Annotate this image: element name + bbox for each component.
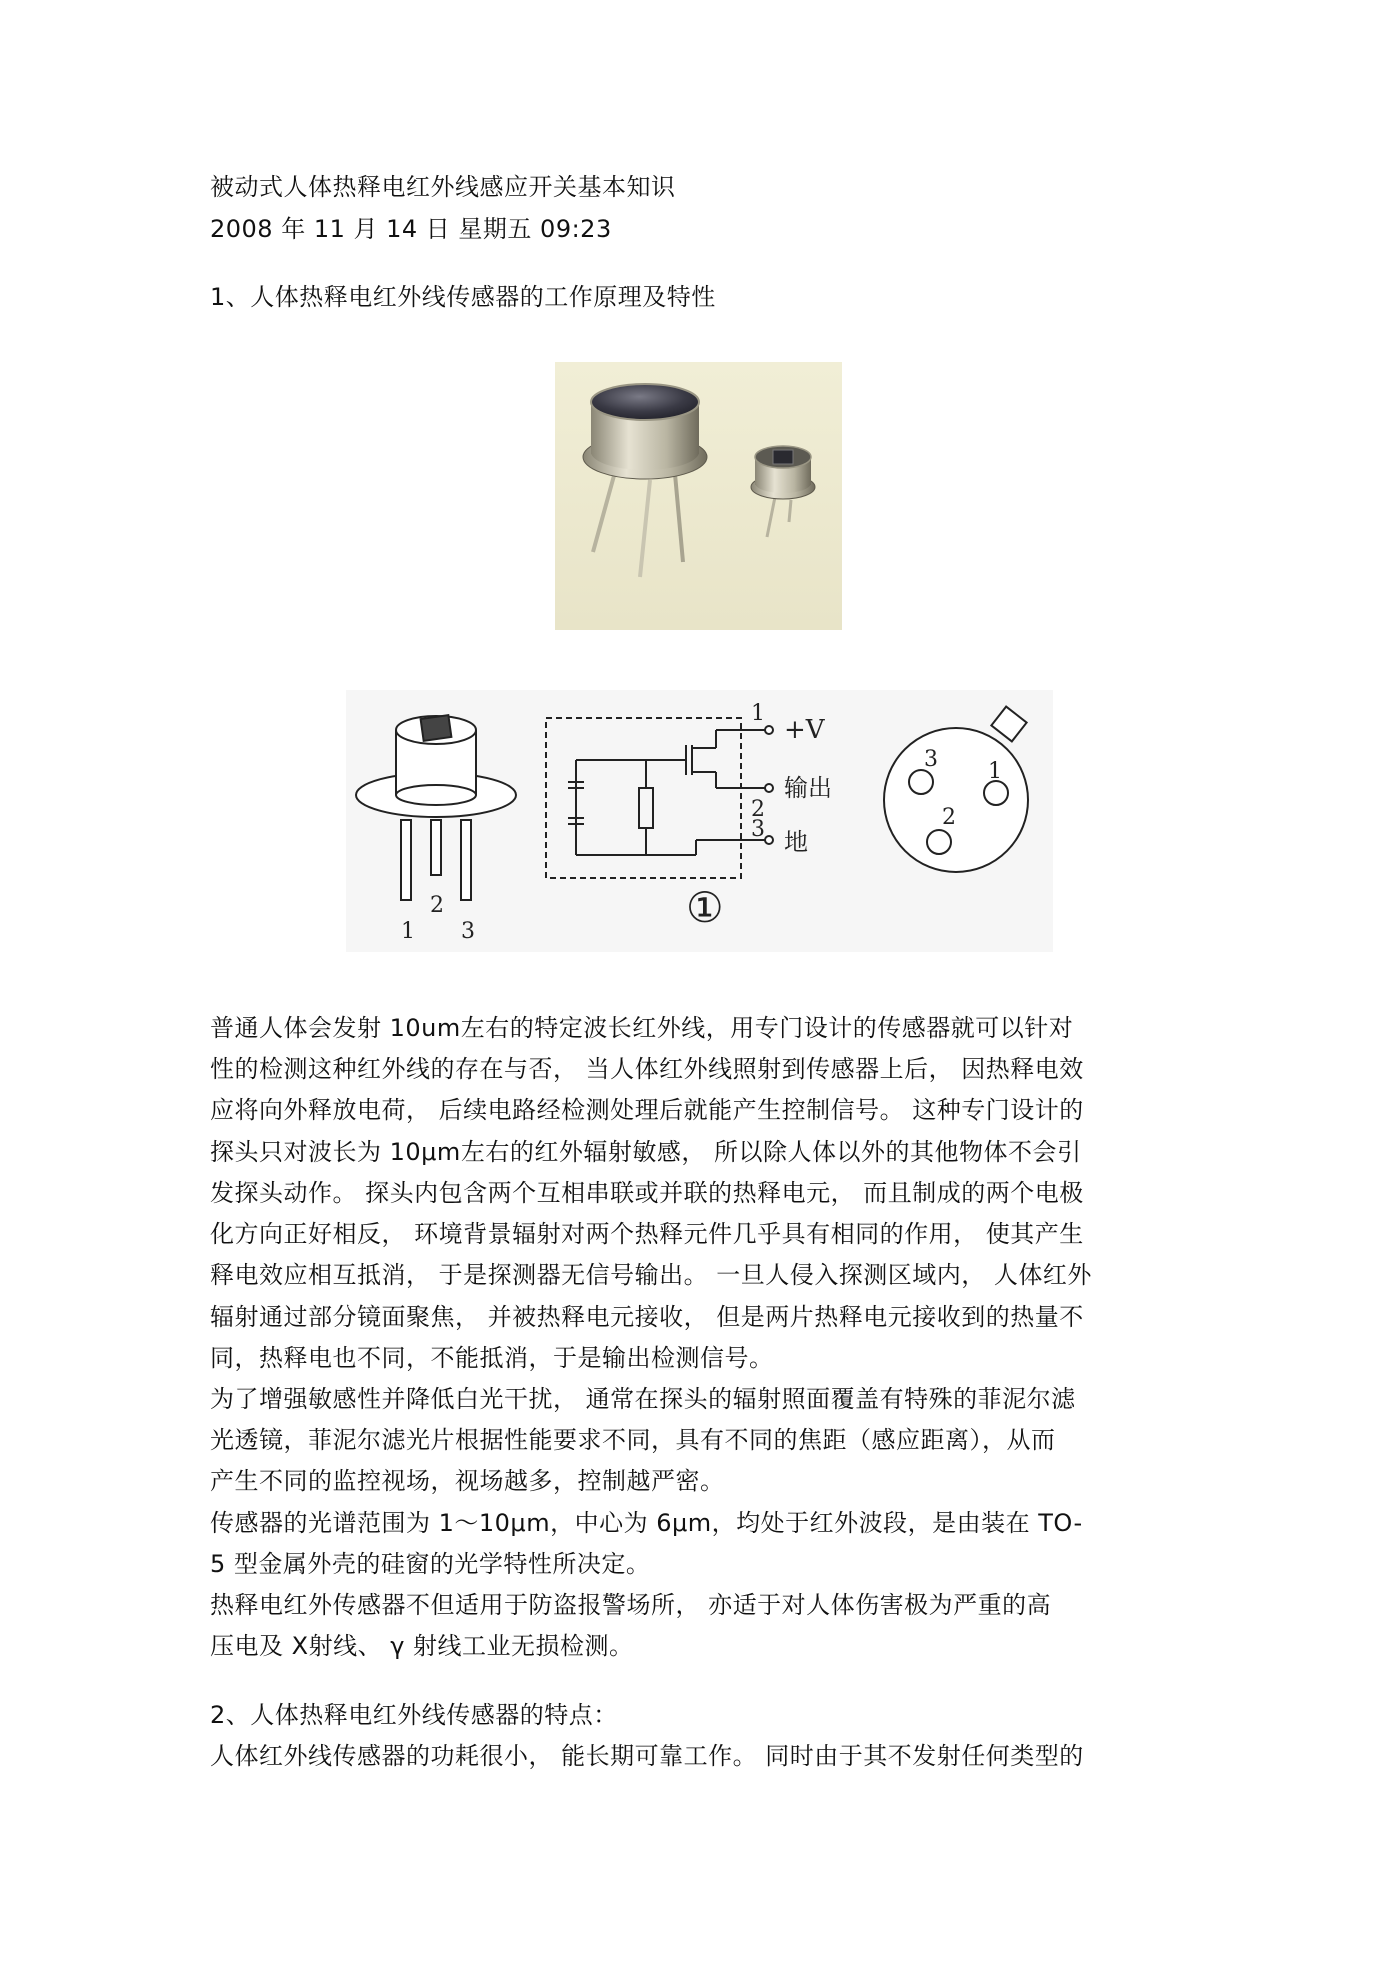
body-line-11: 光透镜，菲泥尔滤光片根据性能要求不同，具有不同的焦距（感应距离），从而: [210, 1426, 1056, 1454]
body-line-10: 为了增强敏感性并降低白光干扰， 通常在探头的辐射照面覆盖有特殊的菲泥尔滤: [210, 1385, 1076, 1413]
ground-label: 地: [784, 828, 808, 856]
body-line-5: 发探头动作。 探头内包含两个互相串联或并联的热释电元， 而且制成的两个电极: [210, 1179, 1084, 1207]
body-line-15: 热释电红外传感器不但适用于防盗报警场所， 亦适于对人体伤害极为严重的高: [210, 1591, 1052, 1619]
doc-date: 2008 年 11 月 14 日 星期五 09:23: [210, 215, 612, 243]
body-line-13: 传感器的光谱范围为 1～10μm，中心为 6μm，均处于红外波段，是由装在 TO-: [210, 1509, 1083, 1537]
body-line-8: 辐射通过部分镜面聚焦， 并被热释电元接收， 但是两片热释电元接收到的热量不: [210, 1303, 1084, 1331]
body-line-1: 普通人体会发射 10um左右的特定波长红外线，用专门设计的传感器就可以针对: [210, 1014, 1074, 1042]
bottom-pin-1-label: 1: [988, 759, 1002, 784]
body-line-4: 探头只对波长为 10μm左右的红外辐射敏感， 所以除人体以外的其他物体不会引: [210, 1138, 1082, 1166]
output-label: 输出: [784, 774, 832, 802]
body-line-6: 化方向正好相反， 环境背景辐射对两个热释元件几乎具有相同的作用， 使其产生: [210, 1220, 1084, 1248]
body-line-last: 人体红外线传感器的功耗很小， 能长期可靠工作。 同时由于其不发射任何类型的: [210, 1742, 1084, 1770]
sensor-circuit-diagram: [346, 690, 1053, 952]
body-line-9: 同，热释电也不同，不能抵消，于是输出检测信号。: [210, 1344, 774, 1372]
body-line-16: 压电及 X射线、 γ 射线工业无损检测。: [210, 1632, 634, 1660]
section1-heading: 1、人体热释电红外线传感器的工作原理及特性: [210, 283, 716, 311]
sensor-photo: [555, 362, 842, 630]
bottom-pin-2-label: 2: [942, 805, 956, 830]
body-line-3: 应将向外释放电荷， 后续电路经检测处理后就能产生控制信号。 这种专门设计的: [210, 1096, 1084, 1124]
pin-2-label: 2: [430, 893, 444, 918]
circuit-pin-1-label: 1: [751, 701, 765, 726]
body-line-14: 5 型金属外壳的硅窗的光学特性所决定。: [210, 1550, 651, 1578]
bottom-pin-3-label: 3: [924, 747, 938, 772]
figure-number-label: ①: [686, 883, 724, 932]
circuit-pin-3-label: 3: [751, 817, 765, 842]
pin-1-label: 1: [401, 919, 415, 944]
body-line-12: 产生不同的监控视场，视场越多，控制越严密。: [210, 1467, 725, 1495]
body-line-2: 性的检测这种红外线的存在与否， 当人体红外线照射到传感器上后， 因热释电效: [210, 1055, 1084, 1083]
pin-3-label: 3: [461, 919, 475, 944]
doc-title: 被动式人体热释电红外线感应开关基本知识: [210, 173, 676, 201]
section2-heading: 2、人体热释电红外线传感器的特点：: [210, 1701, 618, 1729]
circuit-pin-2-label: 2: [751, 797, 765, 822]
body-line-7: 释电效应相互抵消， 于是探测器无信号输出。 一旦人侵入探测区域内， 人体红外: [210, 1261, 1092, 1289]
plus-v-label: +V: [784, 715, 825, 745]
